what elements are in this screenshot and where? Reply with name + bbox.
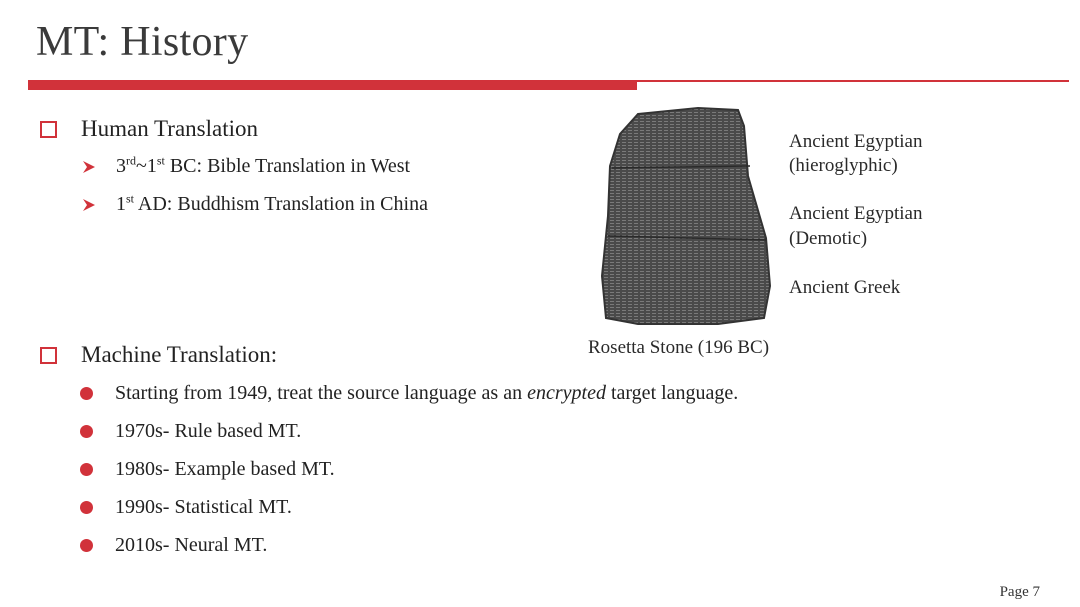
bullet-item [80, 420, 301, 443]
figure-label: Ancient Greek [789, 277, 901, 298]
dot-bullet-icon [80, 539, 93, 552]
title-underline-thin [637, 80, 1069, 82]
dot-bullet-icon [80, 425, 93, 438]
dot-bullet-icon [80, 501, 93, 514]
sub-item-bible [82, 155, 410, 178]
section-human-translation [40, 116, 258, 142]
bullet-text: 1970s- Rule based MT. [115, 420, 302, 442]
square-bullet-icon [40, 347, 57, 364]
figure-label: Ancient Egyptian [789, 131, 923, 152]
sub-item-text: 3rd~1st BC: Bible Translation in West [116, 153, 411, 177]
bullet-item [80, 534, 267, 557]
dot-bullet-icon [80, 463, 93, 476]
figure-label: (Demotic) [789, 228, 868, 249]
bullet-item [80, 382, 738, 405]
sub-item-buddhism [82, 193, 428, 216]
section-machine-translation [40, 342, 277, 368]
arrow-bullet-icon [82, 198, 96, 212]
dot-bullet-icon [80, 387, 93, 400]
title-underline-thick [28, 80, 637, 90]
bullet-text: 2010s- Neural MT. [115, 534, 268, 556]
square-bullet-icon [40, 121, 57, 138]
rosetta-stone-image [598, 106, 778, 328]
page-number: Page 7 [999, 584, 1040, 600]
slide-title: MT: History [36, 19, 249, 65]
bullet-text: 1980s- Example based MT. [115, 458, 335, 480]
arrow-bullet-icon [82, 160, 96, 174]
bullet-text: Starting from 1949, treat the source language as an encrypted target language. [115, 382, 739, 404]
bullet-item [80, 496, 292, 519]
section-heading: Human Translation [81, 116, 258, 141]
bullet-item [80, 458, 335, 481]
figure-label: Ancient Egyptian [789, 203, 923, 224]
figure-caption: Rosetta Stone (196 BC) [588, 337, 770, 358]
figure-label: (hieroglyphic) [789, 155, 898, 176]
bullet-text: 1990s- Statistical MT. [115, 496, 292, 518]
section-heading: Machine Translation: [81, 342, 278, 367]
sub-item-text: 1st AD: Buddhism Translation in China [116, 191, 428, 215]
